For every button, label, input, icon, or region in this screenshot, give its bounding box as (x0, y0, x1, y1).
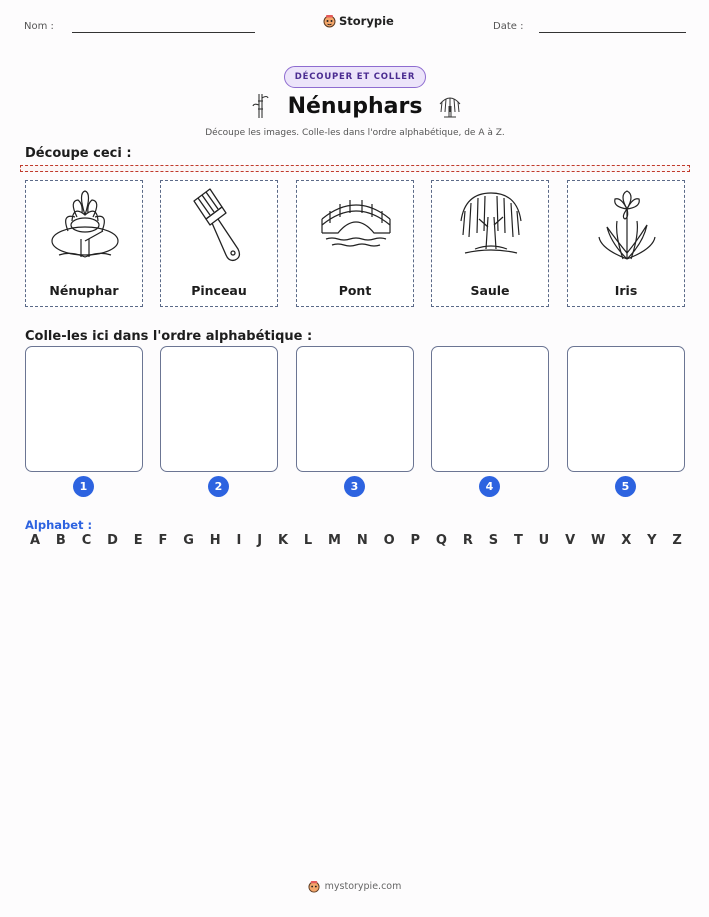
paste-box-2[interactable] (160, 346, 278, 472)
bridge-icon (316, 187, 396, 265)
alphabet-letter: U (538, 533, 550, 548)
cut-section-title: Découpe ceci : (25, 146, 132, 161)
alphabet-letter: D (107, 533, 118, 548)
alphabet-letter: J (257, 533, 263, 548)
alphabet-letter: Y (647, 533, 657, 548)
alphabet-letter: Q (435, 533, 447, 548)
alphabet-letter: E (133, 533, 143, 548)
alphabet-letter: L (303, 533, 313, 548)
alphabet-letter: I (236, 533, 242, 548)
position-number: 1 (73, 476, 94, 497)
date-label: Date : (493, 21, 524, 32)
paste-box-5[interactable] (567, 346, 685, 472)
cut-line (20, 165, 690, 172)
cut-card-nenuphar[interactable] (25, 180, 143, 307)
date-line[interactable] (539, 32, 686, 33)
alphabet-letter: B (55, 533, 66, 548)
page-title: Nénuphars (287, 94, 423, 119)
alphabet-letter: O (383, 533, 395, 548)
position-number: 3 (344, 476, 365, 497)
brand-name: Storypie (339, 14, 394, 28)
alphabet-letter: F (158, 533, 168, 548)
alphabet-letter: P (410, 533, 421, 548)
card-label: Nénuphar (49, 283, 119, 298)
paintbrush-icon (180, 187, 260, 265)
card-label: Iris (614, 283, 638, 298)
card-label: Pont (338, 283, 372, 298)
paste-box-1[interactable] (25, 346, 143, 472)
position-number: 4 (479, 476, 500, 497)
position-number: 2 (208, 476, 229, 497)
position-number: 5 (615, 476, 636, 497)
footer-url[interactable]: mystorypie.com (324, 881, 402, 892)
alphabet-letter: Z (672, 533, 682, 548)
water-lily-icon (45, 187, 125, 265)
storypie-mascot-icon (308, 880, 320, 893)
alphabet-letter: G (183, 533, 194, 548)
alphabet-letter: N (356, 533, 368, 548)
alphabet-letter: W (591, 533, 606, 548)
alphabet-letter: A (30, 533, 41, 548)
alphabet-letter: H (209, 533, 221, 548)
willow-tree-icon (451, 187, 531, 265)
alphabet-letter: V (565, 533, 576, 548)
alphabet-letter: M (328, 533, 341, 548)
name-line[interactable] (72, 32, 255, 33)
instructions: Découpe les images. Colle-les dans l'ordre alphabétique, de A à Z. (205, 128, 505, 138)
name-label: Nom : (24, 21, 54, 32)
paste-box-3[interactable] (296, 346, 414, 472)
alphabet-letter: C (81, 533, 92, 548)
alphabet-letter: T (513, 533, 523, 548)
willow-tree-small-icon (435, 92, 465, 120)
cut-card-pont[interactable] (296, 180, 414, 307)
storypie-mascot-icon (323, 14, 336, 28)
card-label: Saule (470, 283, 510, 298)
cut-card-saule[interactable] (431, 180, 549, 307)
cut-card-iris[interactable] (567, 180, 685, 307)
alphabet-letter: X (621, 533, 632, 548)
alphabet-title: Alphabet : (25, 518, 93, 532)
cut-card-pinceau[interactable] (160, 180, 278, 307)
alphabet-row (30, 533, 682, 548)
footer (0, 880, 709, 893)
iris-flower-icon (587, 187, 667, 265)
paste-box-4[interactable] (431, 346, 549, 472)
brand-logo (323, 14, 394, 28)
alphabet-letter: S (488, 533, 499, 548)
activity-badge: DÉCOUPER ET COLLER (284, 66, 426, 88)
alphabet-letter: R (462, 533, 473, 548)
card-label: Pinceau (191, 283, 247, 298)
alphabet-letter: K (277, 533, 289, 548)
paste-section-title: Colle-les ici dans l'ordre alphabétique : (25, 329, 313, 344)
